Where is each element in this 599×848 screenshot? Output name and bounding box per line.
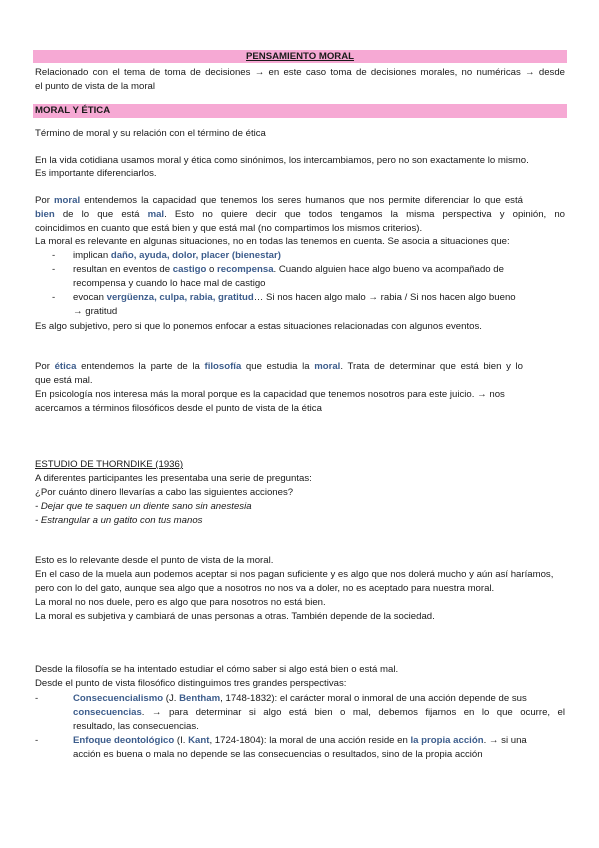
keyword: Bentham <box>179 693 221 704</box>
keyword: filosofía <box>204 361 242 372</box>
keyword: moral <box>54 195 81 206</box>
relevance-l1: Esto es lo relevante desde el punto de vista de la moral. <box>35 555 274 566</box>
bullet-3-l1: evocan vergüenza, culpa, rabia, gratitud… Si nos hacen algo malo → rabia / Si nos hacen algo bueno <box>73 292 516 303</box>
perspective-2-l2: acción es buena o mala no depende se las consecuencias o resultados, sino de la propia acción <box>73 749 483 760</box>
keyword: bien <box>35 209 55 220</box>
keyword: Consecuencialismo <box>73 693 164 704</box>
etica-def-l3: En psicología nos interesa más la moral porque es la capacidad que tenemos nosotros para este juicio. → nos <box>35 389 505 400</box>
bullet-1: implican daño, ayuda, dolor, placer (bienestar) <box>73 250 281 261</box>
study-line-2: ¿Por cuánto dinero llevarías a cabo las siguientes acciones? <box>35 487 294 498</box>
section-band <box>33 104 567 118</box>
etica-def-l2: que está mal. <box>35 375 93 386</box>
moral-def-l2: bien de lo que está mal. Esto no quiere decir que todos tengamos la misma perspectiva y opinión, no <box>35 209 565 220</box>
moral-def-l4: La moral es relevante en algunas situaciones, no en todas las tenemos en cuenta. Se asocia a situaciones que: <box>35 236 510 247</box>
keyword: vergüenza, culpa, rabia, gratitud <box>106 292 254 303</box>
relevance-l4: La moral no nos duele, pero es algo que para nosotros no está bien. <box>35 597 326 608</box>
keyword: la propia acción <box>410 735 484 746</box>
moral-def-l1: Por moral entendemos la capacidad que tenemos los seres humanos que nos permite diferenciar lo que está <box>35 195 523 206</box>
relevance-l2: En el caso de la muela aun podemos aceptar si nos pagan suficiente y es algo que nos dolerá mucho y aún así haríamos, <box>35 569 554 580</box>
keyword: castigo <box>172 264 207 275</box>
bullet-dash: - <box>52 292 56 303</box>
perspective-dash: - <box>35 693 39 704</box>
keyword: Enfoque deontológico <box>73 735 175 746</box>
bullet-2-l1: resultan en eventos de castigo o recompensa. Cuando alguien hace algo bueno va acompañado de <box>73 264 504 275</box>
bullet-3-l2: → gratitud <box>73 306 118 317</box>
paragraph-daily-l1: En la vida cotidiana usamos moral y ética como sinónimos, los intercambiamos, pero no son exactamente lo mismo. <box>35 155 529 166</box>
philosophy-l2: Desde el punto de vista filosófico distinguimos tres grandes perspectivas: <box>35 678 347 689</box>
perspective-dash: - <box>35 735 39 746</box>
bullet-2-l2: recompensa y cuando lo hace mal de castigo <box>73 278 266 289</box>
perspective-2-l1: Enfoque deontológico (I. Kant, 1724-1804): la moral de una acción reside en la propia acción. → si una <box>73 735 527 746</box>
page-title: PENSAMIENTO MORAL <box>245 51 355 62</box>
keyword: consecuencias <box>73 707 142 718</box>
study-title: ESTUDIO DE THORNDIKE (1936) <box>35 459 184 470</box>
etica-def-l4: acercamos a términos filosóficos desde el punto de vista de la ética <box>35 403 322 414</box>
relevance-l5: La moral es subjetiva y cambiará de unas personas a otras. También depende de la sociedad. <box>35 611 435 622</box>
keyword: Kant <box>188 735 210 746</box>
keyword: daño, ayuda, dolor, placer (bienestar) <box>110 250 281 261</box>
perspective-1-l1: Consecuencialismo (J. Bentham, 1748-1832): el carácter moral o inmoral de una acción depende de sus <box>73 693 527 704</box>
relevance-l3: pero con lo del gato, aunque sea algo que a nosotros no nos va a doler, no es aceptado para nuestra moral. <box>35 583 495 594</box>
study-item-2: - Estrangular a un gatito con tus manos <box>35 515 203 526</box>
bullet-dash: - <box>52 264 56 275</box>
keyword: ética <box>54 361 77 372</box>
keyword: mal <box>147 209 165 220</box>
title-band <box>33 50 567 63</box>
paragraph-daily-l2: Es importante diferenciarlos. <box>35 168 157 179</box>
moral-def-l3: coincidimos en cuanto que está bien y que está mal (no compartimos los mismos criterios). <box>35 223 423 234</box>
etica-def-l1: Por ética entendemos la parte de la filosofía que estudia la moral. Trata de determinar que está bien y lo <box>35 361 523 372</box>
study-line-1: A diferentes participantes les presentaba una serie de preguntas: <box>35 473 312 484</box>
section-heading: MORAL Y ÉTICA <box>35 105 111 116</box>
paragraph-term: Término de moral y su relación con el término de ética <box>35 128 266 139</box>
study-item-1: - Dejar que te saquen un diente sano sin anestesia <box>35 501 252 512</box>
paragraph-subjective: Es algo subjetivo, pero si que lo ponemos enfocar a estas situaciones relacionadas con algunos eventos. <box>35 321 482 332</box>
keyword: moral <box>314 361 341 372</box>
perspective-1-l3: resultado, las consecuencias. <box>73 721 199 732</box>
intro-line-2: el punto de vista de la moral <box>35 81 155 92</box>
intro-line-1: Relacionado con el tema de toma de decisiones → en este caso toma de decisiones morales, no numéricas → desde <box>35 67 565 78</box>
bullet-dash: - <box>52 250 56 261</box>
keyword: recompensa <box>217 264 274 275</box>
perspective-1-l2: consecuencias. → para determinar si algo está bien o mal, debemos fijarnos en lo que ocurre, el <box>73 707 565 718</box>
philosophy-l1: Desde la filosofía se ha intentado estudiar el cómo saber si algo está bien o está mal. <box>35 664 399 675</box>
